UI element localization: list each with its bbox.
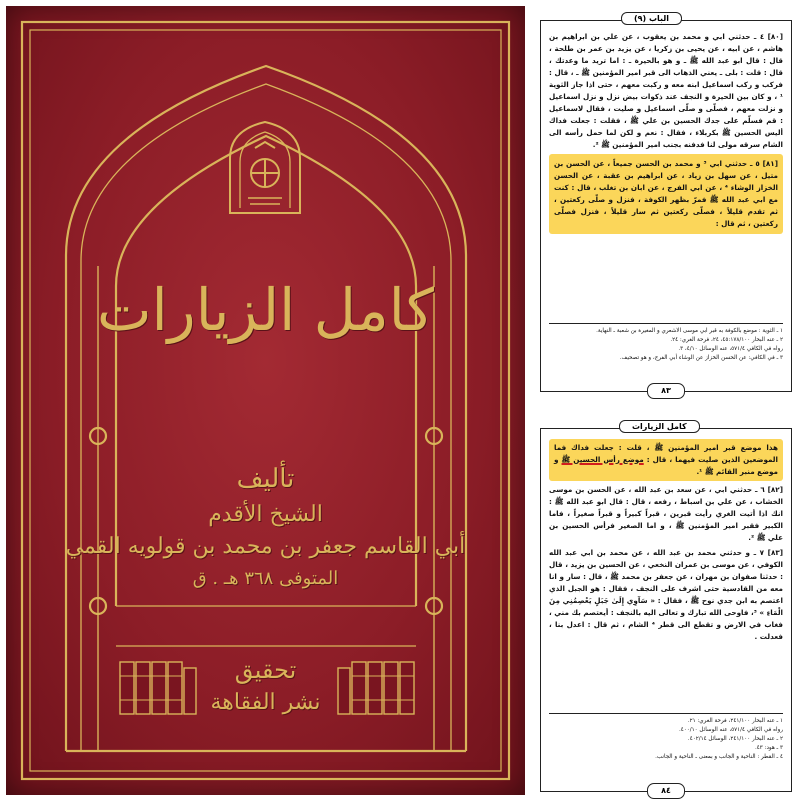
- cover-authored-by: تأليف: [236, 464, 295, 494]
- highlighted-paragraph: [٨١] ٥ ـ حدثني ابي ³ و محمد بن الحسن جميعاً ، عن الحسن بن متيل ، عن سهل بن زياد ، عن ابراهيم بن عقبة ، عن الحسن الخزاز الوشاء ⁴ ، عن ابي الفرج ، عن ابان بن تغلب ، قال : كنت مع ابي عبد الله ﷺ فمرّ بظهر الكوفة ، فنزل و صلّى ركعتين ، ثم تقدم قليلاً ، فصلّى ركعتين ثم سار قليلاً ، فنزل فصلّى ركعتين ، ثم قال :: [549, 154, 783, 234]
- page-body: [549, 31, 783, 237]
- footnote: ٢ ـ عنه البحار ٢٤١/١٠٠، الوسائل ٤٠٢/١٤.: [687, 736, 783, 742]
- paragraph: [٨٣] ٧ ـ و حدثني محمد بن عبد الله ، عن محمد بن ابي عبد الله الكوفي ، عن موسى بن عمران النخعي ، عن الحسين بن يزيد ، قال : حدثنا صفوان بن مهران ، عن جعفر بن محمد ﷺ ، قال : سار و انا معه من القادسية حتى اشرف على النجف ، فقال : هو الجبل الذي اعتصم به ابن جدي نوح ﷺ ، فقال : « سَآوِي إِلَىٰ جَبَلٍ يَعْصِمُنِي مِنَ الْمَاءِ » ³، فاوحى الله تبارك و تعالى اليه بالنجف : أيعتصم بك مني ، فغاب في الارض و تقطع الى قطر ⁴ الشام ، ثم قال : اعدل بنا ، فعدلت .: [549, 548, 784, 641]
- footnotes: [549, 717, 783, 762]
- cover-author-name: أبي القاسم جعفر بن محمد بن قولويه القمي: [65, 534, 466, 559]
- cover-sheikh: الشيخ الأقدم: [208, 502, 323, 527]
- footnote: ٤ ـ القطر : الناحية و الجانب و بمعنى ـ الناحية و الجانب.: [655, 754, 783, 760]
- highlight-text: هذا موضع قبر امير المؤمنين ﷺ ، قلت : جعلت فداك فما الموضعين الذين صليت فيهما ، قال :: [554, 443, 778, 464]
- page-body: [549, 439, 783, 646]
- footnote: ١ ـ الثوية : موضع بالكوفة به قبر ابي موسى الاشعري و المغيرة بن شعبة ـ النهاية.: [596, 328, 783, 334]
- footnote: ١ ـ عنه البحار ٢٤١/١٠٠، فرحة الغري: ٢١.: [687, 718, 783, 724]
- page-number: ٨٤: [647, 783, 685, 799]
- footnote: ٣ ـ هود: ٤٣.: [754, 745, 783, 751]
- book-page-83: [540, 14, 792, 395]
- footnote-divider: [549, 323, 783, 324]
- cover-publisher: نشر الفقاهة: [210, 690, 321, 715]
- paragraph: [٨٢] ٦ ـ حدثني ابي ، عن سعد بن عبد الله ، عن الحسن بن موسى الخشاب ، عن علي بن اسباط ، رفعه ، قال : قال ابو عبد الله ﷺ : انك اذا أتيت الغري رأيت قبرين ، قبراً كبيراً و قبراً صغيراً ، فاما الكبير فقبر امير المؤمنين ﷺ ، و اما الصغير فرأس الحسين بن علي ﷺ ².: [549, 485, 783, 542]
- page-number: ٨٣: [647, 383, 685, 399]
- book-page-84: [540, 422, 792, 795]
- cover-death-date: المتوفى ٣٦٨ هـ . ق: [192, 568, 339, 589]
- publisher-emblem-icon: [220, 118, 310, 218]
- footnotes: [549, 327, 783, 363]
- page-header: الباب (٩): [621, 12, 682, 25]
- underlined-text: موضع رأس الحسين ﷺ: [561, 455, 644, 464]
- footnote: ٣ ـ في الكافي: عن الحسن الخزاز عن الوشاء أبي الفرج، و هو تصحيف.: [619, 355, 783, 361]
- cover-title: كامل الزيارات: [96, 276, 435, 344]
- highlight-text: و موضع منبر القائم ﷺ ¹.: [554, 455, 778, 476]
- footnote: رواه في الكافي ٥٧١/٤، عنه الوسائل ٤٠٠/١٠.: [678, 727, 783, 733]
- highlighted-paragraph: [549, 439, 783, 481]
- book-cover: [6, 6, 525, 795]
- footnote-divider: [549, 713, 783, 714]
- paragraph: [٨٠] ٤ ـ حدثني ابي و محمد بن يعقوب ، عن علي بن ابراهيم بن هاشم ، عن ابيه ، عن يحيى بن زكريا ، عن يزيد بن عمر بن طلحة ، قال : قال ابو عبد الله ﷺ ـ و هو بالحيرة ـ : اما تريد ما وعدتك ، قال : قلت : بلى ـ يعني الذهاب الى قبر امير المؤمنين ﷺ ـ ، قال : فركب و ركب اسماعيل ابنه معه و ركبت معهم ، حتى اذا جاز الثوية ¹ ، و كان بين الحيرة و النجف عند ذكوات بيض نزل و نزل اسماعيل و نزلت معهم ، فصلّى و صلّى اسماعيل و صليت ، فقال لاسماعيل : قم فسلّم على جدك الحسين بن علي ﷺ ، فقلت : جعلت فداك أليس الحسين ﷺ بكربلاء ، فقال : نعم و لكن لما حمل رأسه الى الشام سرقه مولى لنا فدفنه بجنب امير المؤمنين ﷺ ².: [549, 32, 783, 149]
- page-header: كامل الزيارات: [619, 420, 700, 433]
- footnote: رواه في الكافي ٥٧١/٤، عنه الوسائل ٤/١٠، ٣.: [678, 346, 783, 352]
- cover-verification: تحقيق: [234, 656, 297, 684]
- footnote: ٢ ـ عنه البحار ٤٥:١٧٨/١٠٠، ٢٤، فرحة الغري: ٢٤.: [670, 337, 783, 343]
